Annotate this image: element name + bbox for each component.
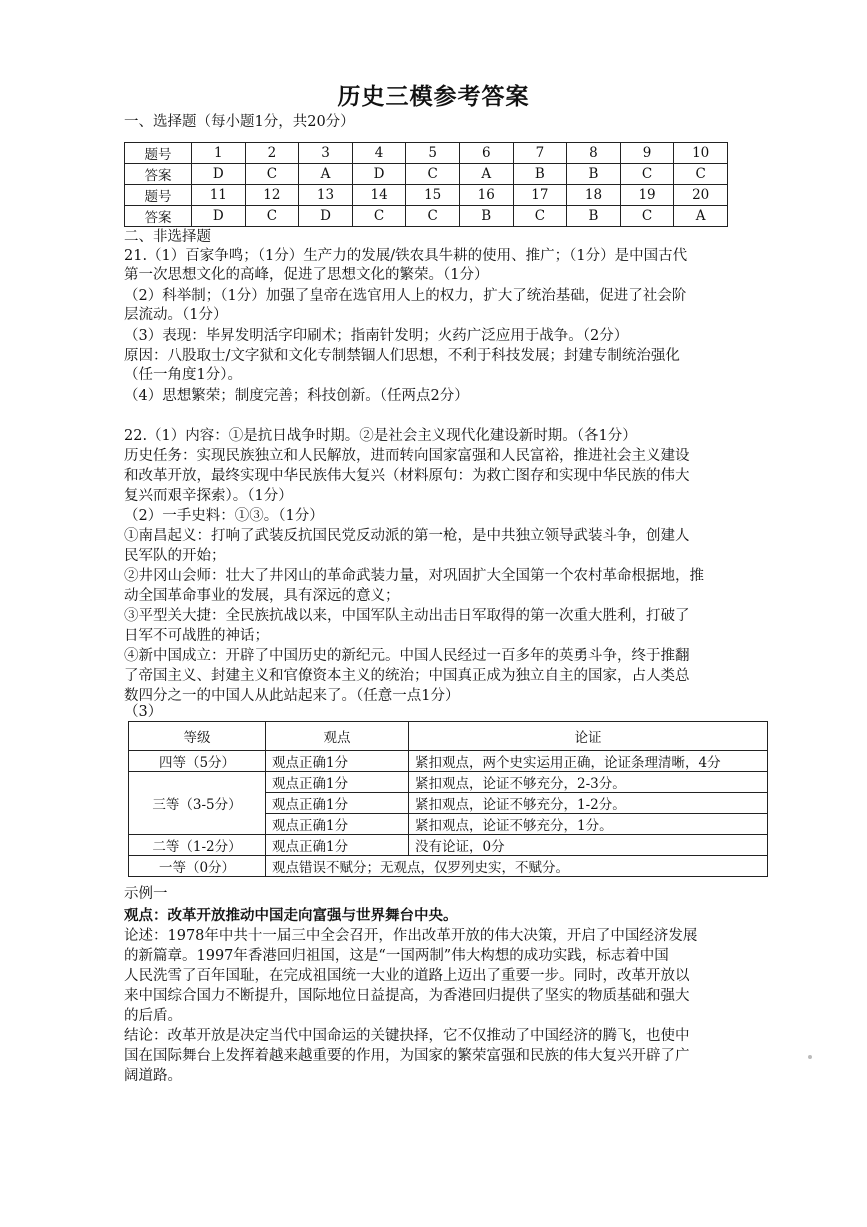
table-cell: 3 [299,143,353,164]
table-row [125,185,728,206]
table-cell: C [674,164,728,185]
answer-key-table [124,142,728,227]
q22-line: ①南昌起义：打响了武装反抗国民党反动派的第一枪，是中共独立领导武装斗争，创建人 [124,528,690,544]
view-cell: 观点正确1分 [266,751,409,772]
table-cell: 7 [513,143,567,164]
q22-line: 了帝国主义、封建主义和官僚资本主义的统治；中国真正成为独立自主的国家，占人类总 [124,668,690,684]
q22-line: ③平型关大捷：全民族抗战以来，中国军队主动出击日军取得的第一次重大胜利，打破了 [124,608,690,624]
table-row [129,856,768,877]
table-cell: 8 [567,143,621,164]
table-cell: D [192,164,246,185]
table-cell: 18 [567,185,621,206]
table-cell: B [567,164,621,185]
table-cell: A [459,164,513,185]
view-cell: 观点正确1分 [266,793,409,814]
table-cell: 5 [406,143,460,164]
table-cell: 题号 [125,143,192,164]
example-line: 来中国综合国力不断提升，国际地位日益提高，为香港回归提供了坚实的物质基础和强大 [124,988,690,1004]
table-row [125,164,728,185]
table-row [129,772,768,793]
table-cell: 15 [406,185,460,206]
page-title: 历史三模参考答案 [337,84,530,110]
example-line: 国在国际舞台上发挥着越来越重要的作用，为国家的繁荣富强和民族的伟大复兴开辟了广 [124,1048,690,1064]
table-cell: 答案 [125,164,192,185]
grading-rubric-table [128,721,768,877]
q22-line: ②井冈山会师：壮大了井冈山的革命武装力量，对巩固扩大全国第一个农村革命根据地，推 [124,568,704,584]
argument-cell: 紧扣观点，论证不够充分，1分。 [409,814,768,835]
table-cell: A [299,164,353,185]
table-cell: 6 [459,143,513,164]
table-cell: B [513,164,567,185]
q22-line: 民军队的开始； [124,548,226,564]
grade-cell: 二等（1-2分） [129,835,266,856]
table-cell: 2 [245,143,299,164]
argument-cell: 紧扣观点，两个史实运用正确，论证条理清晰，4分 [409,751,768,772]
grade-cell: 三等（3-5分） [129,772,266,835]
table-cell: C [513,206,567,227]
q22-line: 动全国革命事业的发展，具有深远的意义； [124,588,400,604]
example-line: 人民洗雪了百年国耻，在完成祖国统一大业的道路上迈出了重要一步。同时，改革开放以 [124,968,690,984]
table-cell: 12 [245,185,299,206]
table-cell: 10 [674,143,728,164]
q22-line: （3） [124,704,163,720]
example-viewpoint: 观点：改革开放推动中国走向富强与世界舞台中央。 [124,908,458,924]
table-cell: C [245,206,299,227]
q21-line: 21.（1）百家争鸣；（1分）生产力的发展/铁农具牛耕的使用、推广；（1分）是中国古代 [124,248,688,264]
table-cell: C [406,164,460,185]
example-line: 阔道路。 [124,1068,182,1084]
table-cell: C [406,206,460,227]
view-cell: 观点正确1分 [266,814,409,835]
view-cell: 观点正确1分 [266,835,409,856]
table-header: 观点 [266,722,409,751]
q21-line: （3）表现：毕昇发明活字印刷术；指南针发明；火药广泛应用于战争。（2分） [124,328,629,344]
q21-line: 原因：八股取士/文字狱和文化专制禁锢人们思想，不利于科技发展；封建专制统治强化 [124,348,680,364]
table-cell: 9 [620,143,674,164]
table-cell: D [192,206,246,227]
q22-line: 日军不可战胜的神话； [124,628,269,644]
table-row [129,751,768,772]
view-cell: 观点正确1分 [266,772,409,793]
table-cell: 答案 [125,206,192,227]
table-cell: 11 [192,185,246,206]
q22-line: 复兴而艰辛探索）。（1分） [124,488,293,504]
table-cell: D [352,164,406,185]
table-row [129,835,768,856]
example-line: 的后盾。 [124,1008,182,1024]
q22-line: 历史任务：实现民族独立和人民解放，进而转向国家富强和人民富裕，推进社会主义建设 [124,448,690,464]
table-cell: A [674,206,728,227]
table-header: 论证 [409,722,768,751]
q21-line: （任一角度1分）。 [124,367,242,383]
view-cell: 观点错误不赋分；无观点，仅罗列史实，不赋分。 [266,856,768,877]
q22-line: （2）一手史料：①③。（1分） [124,508,324,524]
q21-line: （2）科举制；（1分）加强了皇帝在选官用人上的权力，扩大了统治基础，促进了社会阶 [124,288,687,304]
table-cell: 20 [674,185,728,206]
table-cell: 题号 [125,185,192,206]
table-header-row [129,722,768,751]
table-row [125,206,728,227]
argument-cell: 紧扣观点，论证不够充分，2-3分。 [409,772,768,793]
section-heading-nonchoice: 二、非选择题 [124,229,211,245]
table-cell: 13 [299,185,353,206]
table-cell: 19 [620,185,674,206]
table-cell: B [459,206,513,227]
scan-speck [808,1055,812,1059]
table-row [125,143,728,164]
table-cell: C [620,206,674,227]
example-label: 示例一 [124,886,168,902]
q22-line: 22.（1）内容：①是抗日战争时期。②是社会主义现代化建设新时期。（各1分） [124,428,637,444]
table-cell: C [352,206,406,227]
grade-cell: 四等（5分） [129,751,266,772]
example-line: 论述：1978年中共十一届三中全会召开，作出改革开放的伟大决策，开启了中国经济发展 [124,928,698,944]
table-header: 等级 [129,722,266,751]
section-heading-choice: 一、选择题（每小题1分，共20分） [124,114,355,130]
grade-cell: 一等（0分） [129,856,266,877]
table-cell: 16 [459,185,513,206]
example-line: 的新篇章。1997年香港回归祖国，这是“一国两制”伟大构想的成功实践，标志着中国 [124,948,669,964]
q22-line: 和改革开放，最终实现中华民族伟大复兴（材料原句：为救亡图存和实现中华民族的伟大 [124,468,690,484]
table-cell: D [299,206,353,227]
table-cell: 4 [352,143,406,164]
q22-line: ④新中国成立：开辟了中国历史的新纪元。中国人民经过一百多年的英勇斗争，终于推翻 [124,648,690,664]
table-cell: 14 [352,185,406,206]
q21-line: 第一次思想文化的高峰，促进了思想文化的繁荣。（1分） [124,267,489,283]
table-cell: 1 [192,143,246,164]
table-cell: C [620,164,674,185]
argument-cell: 紧扣观点，论证不够充分，1-2分。 [409,793,768,814]
q21-line: （4）思想繁荣；制度完善；科技创新。（任两点2分） [124,388,469,404]
q21-line: 层流动。（1分） [124,307,228,323]
q22-line: 数四分之一的中国人从此站起来了。（任意一点1分） [124,688,460,704]
table-cell: 17 [513,185,567,206]
argument-cell: 没有论证，0分 [409,835,768,856]
table-cell: B [567,206,621,227]
example-line: 结论：改革开放是决定当代中国命运的关键抉择，它不仅推动了中国经济的腾飞，也使中 [124,1028,690,1044]
table-cell: C [245,164,299,185]
